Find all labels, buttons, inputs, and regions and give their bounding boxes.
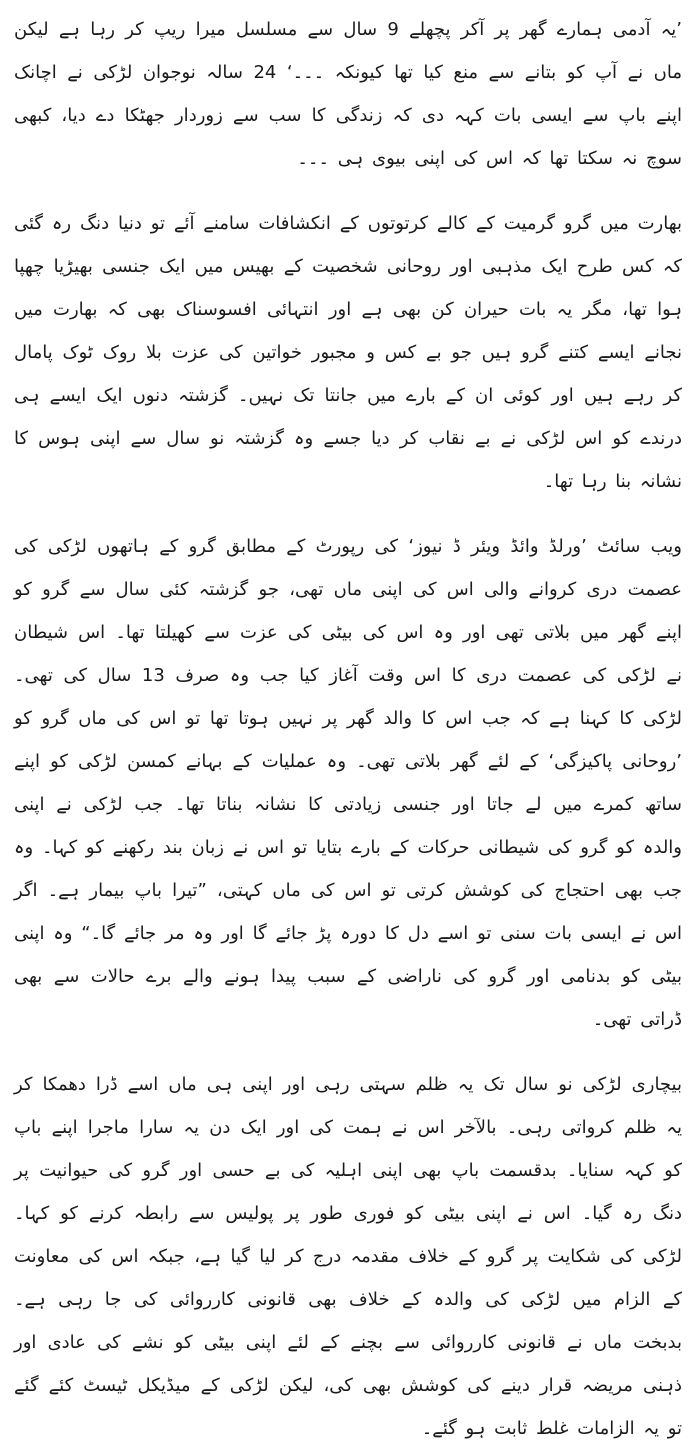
article-paragraph-4: بیچاری لڑکی نو سال تک یہ ظلم سہتی رہی اور اپنی ہی ماں اسے ڈرا دھمکا کر یہ ظلم کرواتی رہی۔ بالآخر اس نے ہمت کی اور ایک دن یہ سارا ماجرا اپنے باپ کو کہہ سنایا۔ بدقسمت باپ بھی اپنی اہلیہ کی بے حسی اور گرو کی حیوانیت پر دنگ رہ گیا۔ اس نے اپنی بیٹی کو فوری طور پر پولیس سے رابطہ کرنے کو کہا۔ لڑکی کی شکایت پر گرو کے خلاف مقدمہ درج کر لیا گیا ہے، جبکہ اس کی معاونت کے الزام میں لڑکی کی والدہ کے خلاف بھی قانونی کارروائی کی جا رہی ہے۔ بدبخت ماں نے قانونی کارروائی سے بچنے کے لئے اپنی بیٹی کو نشے کی عادی اور ذہنی مریضہ قرار دینے کی کوشش بھی کی، لیکن لڑکی کے میڈیکل ٹیسٹ کئے گئے تو یہ الزامات غلط ثابت ہو گئے۔ — [14, 1074, 682, 1439]
article-paragraph-3: ویب سائٹ ’ورلڈ وائڈ ویئر ڈ نیوز‘ کی رپورٹ کے مطابق گرو کے ہاتھوں لڑکی کی عصمت دری کروانے والی اس کی اپنی ماں تھی، جو گزشتہ کئی سال سے گرو کو اپنے گھر میں بلاتی تھی اور وہ اس کی بیٹی کی عزت سے کھیلتا تھا۔ اس شیطان نے لڑکی کی عصمت دری کا اس وقت آغاز کیا جب وہ صرف 13 سال کی تھی۔ لڑکی کا کہنا ہے کہ جب اس کا والد گھر پر نہیں ہوتا تھا تو اس کی ماں گرو کو ’روحانی پاکیزگی‘ کے لئے گھر بلاتی تھی۔ وہ عملیات کے بہانے کمسن لڑکی کو اپنے ساتھ کمرے میں لے جاتا اور جنسی زیادتی کا نشانہ بناتا تھا۔ جب لڑکی نے اپنی والدہ کو گرو کی شیطانی حرکات کے بارے بتایا تو اس نے زبان بند رکھنے کو کہا۔ وہ جب بھی احتجاج کی کوشش کرتی تو اس کی ماں کہتی، ”تیرا باپ بیمار ہے۔ اگر اس نے ایسی بات سنی تو اسے دل کا دورہ پڑ جائے گا اور وہ مر جائے گا۔“ وہ اپنی بیٹی کو بدنامی اور گرو کی ناراضی کے سبب پیدا ہونے والے برے حالات سے بھی ڈراتی تھی۔ — [14, 536, 682, 1030]
article-paragraph-1: ’یہ آدمی ہمارے گھر پر آکر پچھلے 9 سال سے مسلسل میرا ریپ کر رہا ہے لیکن ماں نے آپ کو بتانے سے منع کیا تھا کیونکہ ۔۔۔‘ 24 سالہ نوجوان لڑکی نے اچانک اپنے باپ سے ایسی بات کہہ دی کہ زندگی کا سب سے زوردار جھٹکا دے دیا، کبھی سوچ نہ سکتا تھا کہ اس کی اپنی بیوی ہی ۔۔۔ — [14, 19, 682, 169]
article-paragraph-2: بھارت میں گرو گرمیت کے کالے کرتوتوں کے انکشافات سامنے آئے تو دنیا دنگ رہ گئی کہ کس طرح ایک مذہبی اور روحانی شخصیت کے بھیس میں ایک جنسی بھیڑیا چھپا ہوا تھا، مگر یہ بات حیران کن بھی ہے اور انتہائی افسوسناک بھی کہ بھارت میں نجانے ایسے کتنے گرو ہیں جو بے کس و مجبور خواتین کی عزت بلا روک ٹوک پامال کر رہے ہیں اور کوئی ان کے بارے میں جانتا تک نہیں۔ گزشتہ دنوں ایک ایسے ہی درندے کو اس لڑکی نے بے نقاب کر دیا جسے وہ گزشتہ نو سال سے اپنی ہوس کا نشانہ بنا رہا تھا۔ — [14, 213, 682, 492]
